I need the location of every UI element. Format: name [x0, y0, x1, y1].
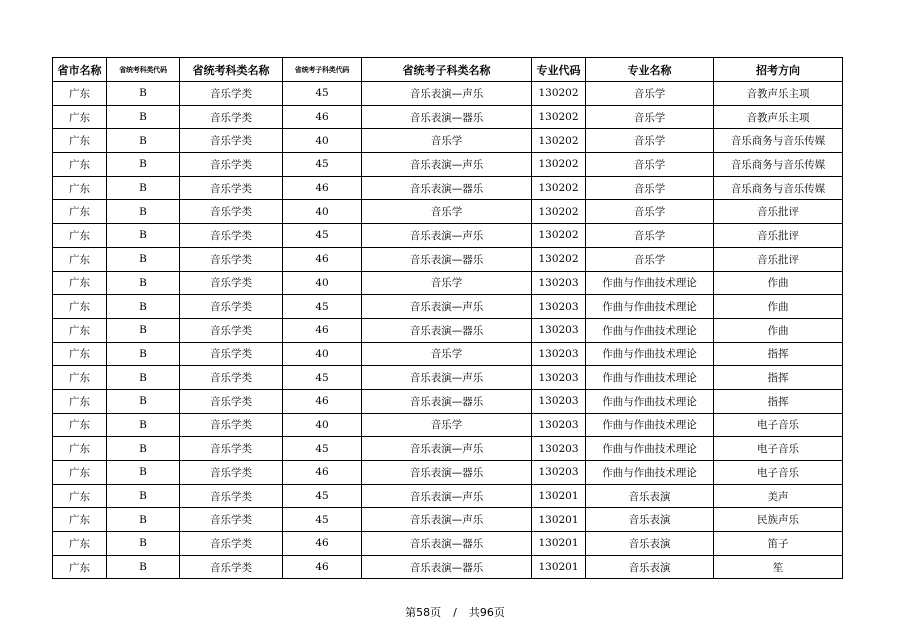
cell-subcategory-name: 音乐表演—器乐 [362, 461, 532, 485]
cell-subcategory-name: 音乐表演—声乐 [362, 437, 532, 461]
cell-subcategory-code: 40 [283, 200, 362, 224]
cell-category-name: 音乐学类 [180, 105, 283, 129]
cell-major-code: 130203 [532, 366, 586, 390]
cell-province: 广东 [53, 153, 107, 177]
cell-major-code: 130203 [532, 295, 586, 319]
cell-subcategory-code: 45 [283, 153, 362, 177]
cell-category-code: B [107, 532, 180, 556]
cell-major-code: 130202 [532, 224, 586, 248]
page-current: 第58页 [405, 606, 442, 619]
cell-province: 广东 [53, 318, 107, 342]
cell-province: 广东 [53, 366, 107, 390]
cell-category-name: 音乐学类 [180, 555, 283, 579]
cell-category-name: 音乐学类 [180, 271, 283, 295]
cell-category-name: 音乐学类 [180, 153, 283, 177]
cell-major-name: 音乐学 [586, 129, 714, 153]
cell-category-name: 音乐学类 [180, 247, 283, 271]
cell-category-name: 音乐学类 [180, 342, 283, 366]
cell-category-code: B [107, 508, 180, 532]
cell-major-name: 音乐表演 [586, 555, 714, 579]
cell-subcategory-code: 46 [283, 105, 362, 129]
cell-subcategory-code: 45 [283, 366, 362, 390]
cell-subcategory-name: 音乐表演—声乐 [362, 153, 532, 177]
cell-category-code: B [107, 318, 180, 342]
cell-direction: 作曲 [714, 295, 843, 319]
cell-major-name: 音乐学 [586, 200, 714, 224]
cell-major-name: 作曲与作曲技术理论 [586, 389, 714, 413]
header-category-code: 省统考科类代码 [107, 58, 180, 82]
cell-major-name: 音乐学 [586, 176, 714, 200]
cell-subcategory-name: 音乐表演—声乐 [362, 484, 532, 508]
cell-category-name: 音乐学类 [180, 224, 283, 248]
cell-major-code: 130202 [532, 82, 586, 106]
cell-major-name: 作曲与作曲技术理论 [586, 461, 714, 485]
table-row [53, 224, 843, 248]
header-category-name: 省统考科类名称 [180, 58, 283, 82]
cell-major-name: 音乐表演 [586, 532, 714, 556]
cell-major-name: 作曲与作曲技术理论 [586, 413, 714, 437]
cell-subcategory-name: 音乐表演—器乐 [362, 532, 532, 556]
cell-major-code: 130202 [532, 247, 586, 271]
cell-major-code: 130203 [532, 437, 586, 461]
cell-subcategory-name: 音乐表演—器乐 [362, 389, 532, 413]
cell-category-code: B [107, 224, 180, 248]
cell-direction: 音乐批评 [714, 224, 843, 248]
cell-province: 广东 [53, 508, 107, 532]
cell-direction: 电子音乐 [714, 461, 843, 485]
cell-direction: 指挥 [714, 342, 843, 366]
cell-category-name: 音乐学类 [180, 508, 283, 532]
cell-category-code: B [107, 555, 180, 579]
table-row [53, 129, 843, 153]
cell-major-code: 130203 [532, 342, 586, 366]
cell-subcategory-name: 音乐表演—器乐 [362, 105, 532, 129]
cell-direction: 音教声乐主项 [714, 105, 843, 129]
cell-direction: 音乐批评 [714, 247, 843, 271]
cell-subcategory-code: 46 [283, 461, 362, 485]
cell-category-name: 音乐学类 [180, 484, 283, 508]
cell-major-code: 130203 [532, 389, 586, 413]
cell-major-name: 作曲与作曲技术理论 [586, 366, 714, 390]
cell-direction: 音乐商务与音乐传媒 [714, 153, 843, 177]
table-row [53, 342, 843, 366]
table-row [53, 318, 843, 342]
cell-category-name: 音乐学类 [180, 82, 283, 106]
cell-direction: 音乐批评 [714, 200, 843, 224]
cell-subcategory-name: 音乐学 [362, 271, 532, 295]
cell-major-name: 音乐表演 [586, 484, 714, 508]
cell-subcategory-name: 音乐表演—器乐 [362, 247, 532, 271]
cell-subcategory-code: 40 [283, 413, 362, 437]
cell-category-name: 音乐学类 [180, 318, 283, 342]
table-row [53, 413, 843, 437]
table-row [53, 271, 843, 295]
header-subcategory-code: 省统考子科类代码 [283, 58, 362, 82]
cell-subcategory-code: 45 [283, 508, 362, 532]
cell-category-name: 音乐学类 [180, 176, 283, 200]
cell-province: 广东 [53, 82, 107, 106]
cell-major-name: 音乐表演 [586, 508, 714, 532]
cell-category-name: 音乐学类 [180, 437, 283, 461]
cell-province: 广东 [53, 295, 107, 319]
cell-category-code: B [107, 366, 180, 390]
cell-subcategory-name: 音乐表演—声乐 [362, 508, 532, 532]
cell-subcategory-name: 音乐表演—声乐 [362, 295, 532, 319]
table-row [53, 437, 843, 461]
cell-major-name: 作曲与作曲技术理论 [586, 271, 714, 295]
cell-subcategory-code: 45 [283, 82, 362, 106]
cell-major-name: 音乐学 [586, 82, 714, 106]
cell-category-code: B [107, 82, 180, 106]
cell-major-name: 音乐学 [586, 247, 714, 271]
table-row [53, 105, 843, 129]
cell-major-code: 130203 [532, 413, 586, 437]
cell-province: 广东 [53, 271, 107, 295]
admissions-table [52, 57, 843, 579]
cell-subcategory-code: 45 [283, 224, 362, 248]
cell-category-code: B [107, 271, 180, 295]
cell-direction: 电子音乐 [714, 413, 843, 437]
cell-province: 广东 [53, 342, 107, 366]
cell-subcategory-name: 音乐学 [362, 342, 532, 366]
cell-province: 广东 [53, 461, 107, 485]
cell-subcategory-name: 音乐表演—器乐 [362, 176, 532, 200]
cell-direction: 指挥 [714, 389, 843, 413]
table-row [53, 508, 843, 532]
cell-category-name: 音乐学类 [180, 389, 283, 413]
header-major-code: 专业代码 [532, 58, 586, 82]
table-header-row [53, 58, 843, 82]
cell-major-code: 130202 [532, 176, 586, 200]
cell-subcategory-code: 46 [283, 318, 362, 342]
cell-category-code: B [107, 153, 180, 177]
cell-major-code: 130202 [532, 129, 586, 153]
cell-major-code: 130202 [532, 153, 586, 177]
cell-category-name: 音乐学类 [180, 129, 283, 153]
cell-major-name: 音乐学 [586, 224, 714, 248]
table-row [53, 200, 843, 224]
cell-category-code: B [107, 389, 180, 413]
cell-category-name: 音乐学类 [180, 532, 283, 556]
cell-direction: 民族声乐 [714, 508, 843, 532]
cell-direction: 音乐商务与音乐传媒 [714, 129, 843, 153]
cell-province: 广东 [53, 555, 107, 579]
cell-subcategory-code: 46 [283, 247, 362, 271]
cell-direction: 笙 [714, 555, 843, 579]
cell-subcategory-name: 音乐表演—声乐 [362, 366, 532, 390]
cell-direction: 美声 [714, 484, 843, 508]
table-row [53, 295, 843, 319]
table-row [53, 247, 843, 271]
cell-subcategory-code: 40 [283, 342, 362, 366]
table-row [53, 461, 843, 485]
cell-major-name: 音乐学 [586, 105, 714, 129]
table-row [53, 532, 843, 556]
cell-category-code: B [107, 105, 180, 129]
cell-province: 广东 [53, 484, 107, 508]
cell-subcategory-name: 音乐表演—声乐 [362, 82, 532, 106]
cell-province: 广东 [53, 105, 107, 129]
cell-subcategory-code: 40 [283, 271, 362, 295]
cell-subcategory-code: 46 [283, 176, 362, 200]
cell-province: 广东 [53, 176, 107, 200]
cell-province: 广东 [53, 200, 107, 224]
header-subcategory-name: 省统考子科类名称 [362, 58, 532, 82]
cell-subcategory-code: 46 [283, 555, 362, 579]
cell-direction: 电子音乐 [714, 437, 843, 461]
admissions-table-container [52, 57, 843, 579]
cell-major-code: 130203 [532, 318, 586, 342]
table-row [53, 366, 843, 390]
cell-direction: 音教声乐主项 [714, 82, 843, 106]
page-footer [0, 604, 910, 620]
page-separator: / [453, 606, 457, 619]
cell-category-name: 音乐学类 [180, 200, 283, 224]
cell-province: 广东 [53, 389, 107, 413]
cell-subcategory-code: 45 [283, 437, 362, 461]
cell-major-code: 130201 [532, 484, 586, 508]
cell-province: 广东 [53, 247, 107, 271]
page-total: 共96页 [468, 606, 505, 619]
cell-subcategory-code: 40 [283, 129, 362, 153]
cell-category-name: 音乐学类 [180, 366, 283, 390]
cell-major-code: 130201 [532, 508, 586, 532]
cell-major-code: 130202 [532, 105, 586, 129]
cell-subcategory-name: 音乐表演—器乐 [362, 555, 532, 579]
cell-direction: 笛子 [714, 532, 843, 556]
header-province: 省市名称 [53, 58, 107, 82]
cell-major-name: 作曲与作曲技术理论 [586, 318, 714, 342]
cell-major-code: 130202 [532, 200, 586, 224]
table-row [53, 484, 843, 508]
cell-province: 广东 [53, 129, 107, 153]
cell-province: 广东 [53, 413, 107, 437]
table-row [53, 176, 843, 200]
cell-category-code: B [107, 247, 180, 271]
cell-major-name: 作曲与作曲技术理论 [586, 437, 714, 461]
header-direction: 招考方向 [714, 58, 843, 82]
table-row [53, 555, 843, 579]
cell-category-code: B [107, 437, 180, 461]
cell-direction: 作曲 [714, 318, 843, 342]
cell-subcategory-name: 音乐表演—器乐 [362, 318, 532, 342]
cell-direction: 指挥 [714, 366, 843, 390]
table-row [53, 82, 843, 106]
cell-major-code: 130203 [532, 271, 586, 295]
cell-category-code: B [107, 484, 180, 508]
cell-direction: 音乐商务与音乐传媒 [714, 176, 843, 200]
cell-subcategory-name: 音乐表演—声乐 [362, 224, 532, 248]
cell-province: 广东 [53, 437, 107, 461]
cell-major-name: 作曲与作曲技术理论 [586, 295, 714, 319]
cell-subcategory-code: 46 [283, 532, 362, 556]
cell-subcategory-name: 音乐学 [362, 129, 532, 153]
cell-subcategory-code: 45 [283, 484, 362, 508]
cell-major-code: 130203 [532, 461, 586, 485]
cell-category-code: B [107, 200, 180, 224]
cell-category-code: B [107, 413, 180, 437]
cell-category-code: B [107, 295, 180, 319]
cell-category-code: B [107, 461, 180, 485]
cell-subcategory-code: 45 [283, 295, 362, 319]
cell-subcategory-code: 46 [283, 389, 362, 413]
cell-category-code: B [107, 176, 180, 200]
table-row [53, 389, 843, 413]
table-body [53, 82, 843, 579]
cell-category-name: 音乐学类 [180, 461, 283, 485]
cell-major-name: 作曲与作曲技术理论 [586, 342, 714, 366]
cell-subcategory-name: 音乐学 [362, 200, 532, 224]
cell-subcategory-name: 音乐学 [362, 413, 532, 437]
cell-category-name: 音乐学类 [180, 295, 283, 319]
cell-major-code: 130201 [532, 532, 586, 556]
cell-category-name: 音乐学类 [180, 413, 283, 437]
cell-major-code: 130201 [532, 555, 586, 579]
cell-category-code: B [107, 342, 180, 366]
table-row [53, 153, 843, 177]
cell-province: 广东 [53, 532, 107, 556]
cell-province: 广东 [53, 224, 107, 248]
cell-direction: 作曲 [714, 271, 843, 295]
cell-category-code: B [107, 129, 180, 153]
header-major-name: 专业名称 [586, 58, 714, 82]
cell-major-name: 音乐学 [586, 153, 714, 177]
